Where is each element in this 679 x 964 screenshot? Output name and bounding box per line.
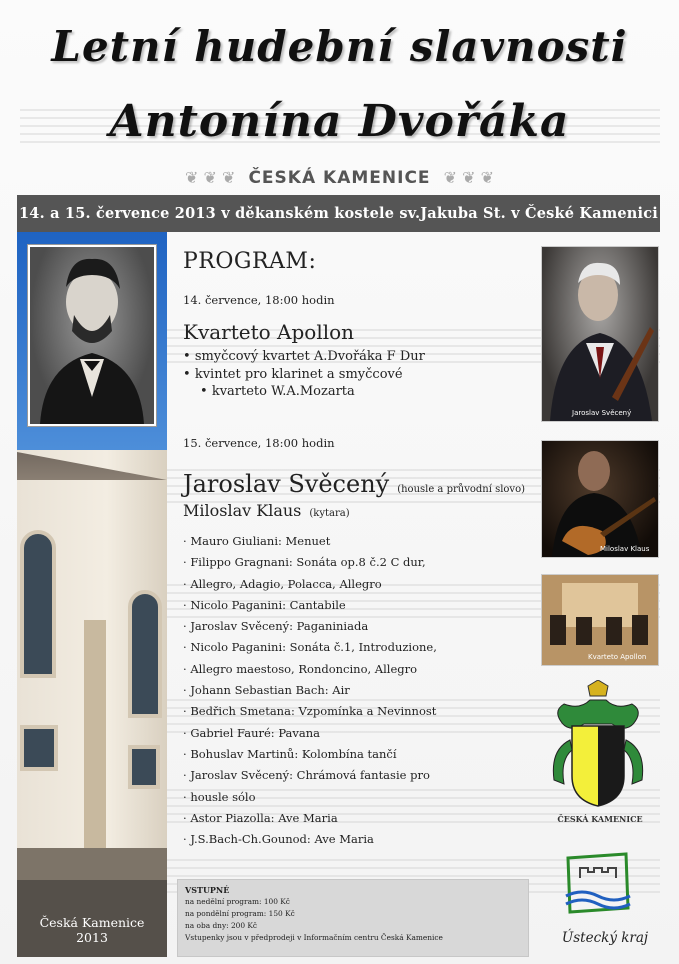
day1-date: 14. července, 18:00 hodin [183, 293, 335, 307]
ticket-line: na pondělní program: 150 Kč [185, 909, 295, 918]
dvorak-portrait [28, 245, 156, 426]
violinist-silhouette [542, 247, 658, 421]
program-title: PROGRAM: [183, 249, 317, 274]
coat-of-arms-icon [550, 680, 646, 810]
tickets-heading: VSTUPNÉ [185, 885, 230, 895]
left-caption [17, 915, 167, 945]
list-item: • kvarteto W.A.Mozarta [183, 383, 425, 401]
list-item: • kvintet pro klarinet a smyčcové [183, 366, 425, 384]
performer-2-name: Miloslav Klaus [183, 501, 302, 520]
ticket-line: Vstupenky jsou v předprodeji v Informačním centru Česká Kamenice [185, 933, 443, 942]
ornament-icon: ❦ ❦ ❦ [184, 168, 236, 187]
svceny-photo [541, 246, 659, 422]
performer-2-note: (kytara) [309, 508, 350, 519]
ticket-line: na oba dny: 200 Kč [185, 921, 258, 930]
town-name: ČESKÁ KAMENICE [248, 168, 431, 188]
title-line-1: Letní hudební slavnosti [51, 22, 628, 71]
list-item: · Bedřich Smetana: Vzpomínka a Nevinnost [183, 701, 437, 722]
left-caption-town: Česká Kamenice [39, 915, 145, 930]
region-name: Ústecký kraj [561, 930, 649, 946]
quartet-silhouette [542, 575, 658, 665]
apollon-caption: Kvarteto Apollon [588, 653, 647, 661]
church-window [128, 745, 160, 789]
left-caption-year: 2013 [76, 930, 108, 945]
list-item: · J.S.Bach-Ch.Gounod: Ave Maria [183, 829, 437, 850]
church-window [20, 530, 56, 678]
church-plinth [17, 848, 167, 880]
day1-list [183, 348, 425, 401]
day2-list [183, 531, 437, 850]
title-line-2: Antonína Dvořáka [109, 96, 570, 147]
list-item: · Nicolo Paganini: Cantabile [183, 595, 437, 616]
list-item: · Mauro Giuliani: Menuet [183, 531, 437, 552]
church-pillar [84, 620, 106, 850]
portrait-silhouette [30, 247, 154, 424]
klaus-photo [541, 440, 659, 558]
coat-caption: ČESKÁ KAMENICE [557, 814, 643, 824]
church-window [20, 725, 58, 771]
list-item: · Bohuslav Martinů: Kolombína tančí [183, 744, 437, 765]
list-item: · Astor Piazolla: Ave Maria [183, 808, 437, 829]
ustecky-kraj-logo-icon [562, 848, 634, 920]
list-item: · Allegro maestoso, Rondoncino, Allegro [183, 659, 437, 680]
list-item: · Jaroslav Svěcený: Paganiniada [183, 616, 437, 637]
performer-1-note: (housle a průvodní slovo) [397, 484, 526, 495]
list-item: · housle sólo [183, 787, 437, 808]
list-item: · Johann Sebastian Bach: Air [183, 680, 437, 701]
performer-1-name: Jaroslav Svěcený [183, 470, 390, 498]
svceny-caption: Jaroslav Svěcený [572, 409, 632, 417]
apollon-photo [541, 574, 659, 666]
church-window [128, 590, 162, 718]
ornament-icon: ❦ ❦ ❦ [443, 168, 495, 187]
list-item: · Gabriel Fauré: Pavana [183, 723, 437, 744]
performer-2 [183, 501, 350, 520]
list-item: · Filippo Gragnani: Sonáta op.8 č.2 C dur, [183, 552, 437, 573]
klaus-caption: Miloslav Klaus [600, 545, 650, 553]
town-row [0, 168, 679, 188]
ticket-line: na nedělní program: 100 Kč [185, 897, 290, 906]
date-banner: 14. a 15. července 2013 v děkanském kostele sv.Jakuba St. v České Kamenici [17, 195, 660, 232]
day2-date: 15. července, 18:00 hodin [183, 436, 335, 450]
list-item: · Jaroslav Svěcený: Chrámová fantasie pro [183, 765, 437, 786]
list-item: · Allegro, Adagio, Polacca, Allegro [183, 574, 437, 595]
performer-1 [183, 470, 525, 498]
guitarist-silhouette [542, 441, 658, 557]
list-item: · Nicolo Paganini: Sonáta č.1, Introduzione, [183, 637, 437, 658]
list-item: • smyčcový kvartet A.Dvořáka F Dur [183, 348, 425, 366]
tickets-box [177, 879, 529, 957]
day1-ensemble: Kvarteto Apollon [183, 320, 355, 344]
